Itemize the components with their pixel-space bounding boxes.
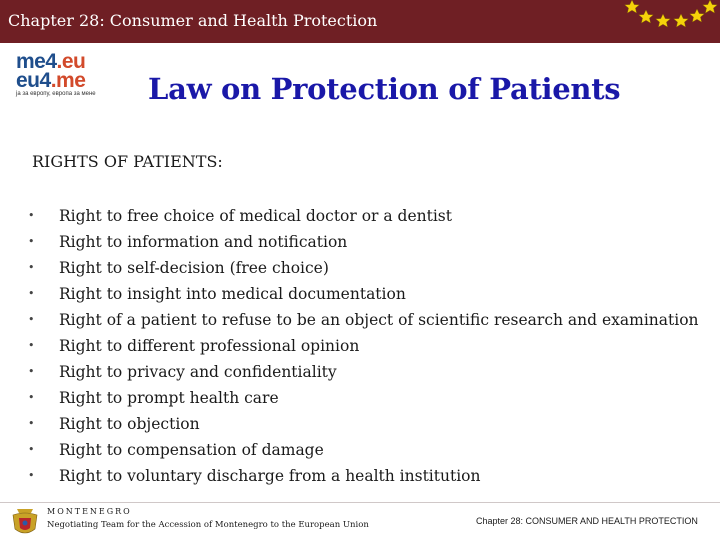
rights-list-item xyxy=(28,388,699,414)
bullet-icon: • xyxy=(28,287,35,300)
me4eu-logo xyxy=(16,52,116,100)
rights-list-item xyxy=(28,336,699,362)
star-icon xyxy=(656,14,670,27)
bullet-icon: • xyxy=(28,443,35,456)
rights-list-item-text: Right to voluntary discharge from a health institution xyxy=(59,467,481,485)
bullet-icon: • xyxy=(28,417,35,430)
footer-chapter: Chapter 28: CONSUMER AND HEALTH PROTECTION xyxy=(476,516,698,526)
rights-list-item-text: Right of a patient to refuse to be an object of scientific research and examination xyxy=(59,311,699,329)
slide-title: Law on Protection of Patients xyxy=(148,72,621,106)
footer-team: Negotiating Team for the Accession of Montenegro to the European Union xyxy=(47,520,369,530)
logo-tagline: ја за европу, европа за мене xyxy=(16,91,96,97)
rights-list-item xyxy=(28,310,699,336)
header-bar xyxy=(0,0,720,43)
rights-list-item xyxy=(28,206,699,232)
rights-list-item xyxy=(28,440,699,466)
rights-list-item-text: Right to different professional opinion xyxy=(59,337,360,355)
rights-list-item xyxy=(28,284,699,310)
rights-list-item-text: Right to information and notification xyxy=(59,233,348,251)
montenegro-coat-of-arms-icon xyxy=(8,505,42,539)
rights-list-item-text: Right to prompt health care xyxy=(59,389,279,407)
bullet-icon: • xyxy=(28,391,35,404)
bullet-icon: • xyxy=(28,261,35,274)
rights-list-item xyxy=(28,362,699,388)
rights-list-item xyxy=(28,258,699,284)
rights-list-item-text: Right to free choice of medical doctor or a dentist xyxy=(59,207,452,225)
star-icon xyxy=(674,14,688,27)
logo-text: .eu xyxy=(56,50,86,73)
chapter-title: Chapter 28: Consumer and Health Protection xyxy=(8,11,378,30)
bullet-icon: • xyxy=(28,235,35,248)
star-icon xyxy=(690,9,704,22)
logo-text: me4 xyxy=(16,50,57,73)
bullet-icon: • xyxy=(28,469,35,482)
rights-list-item xyxy=(28,466,699,492)
bullet-icon: • xyxy=(28,365,35,378)
star-icon xyxy=(703,0,717,13)
rights-list-item xyxy=(28,232,699,258)
rights-list-item-text: Right to insight into medical documentation xyxy=(59,285,406,303)
logo-text: eu4 xyxy=(16,69,51,92)
bullet-icon: • xyxy=(28,313,35,326)
logo-text: .me xyxy=(50,69,86,92)
footer-country: MONTENEGRO xyxy=(47,507,132,516)
bullet-icon: • xyxy=(28,209,35,222)
section-heading: RIGHTS OF PATIENTS: xyxy=(32,152,223,171)
bullet-icon: • xyxy=(28,339,35,352)
star-icon xyxy=(639,10,653,23)
rights-list-item-text: Right to privacy and confidentiality xyxy=(59,363,337,381)
rights-list-item xyxy=(28,414,699,440)
eu-stars-icon xyxy=(0,0,720,43)
rights-list-item-text: Right to objection xyxy=(59,415,200,433)
rights-list xyxy=(28,206,699,492)
rights-list-item-text: Right to self-decision (free choice) xyxy=(59,259,329,277)
star-icon xyxy=(625,0,639,13)
rights-list-item-text: Right to compensation of damage xyxy=(59,441,324,459)
logo-line-2 xyxy=(16,71,116,90)
